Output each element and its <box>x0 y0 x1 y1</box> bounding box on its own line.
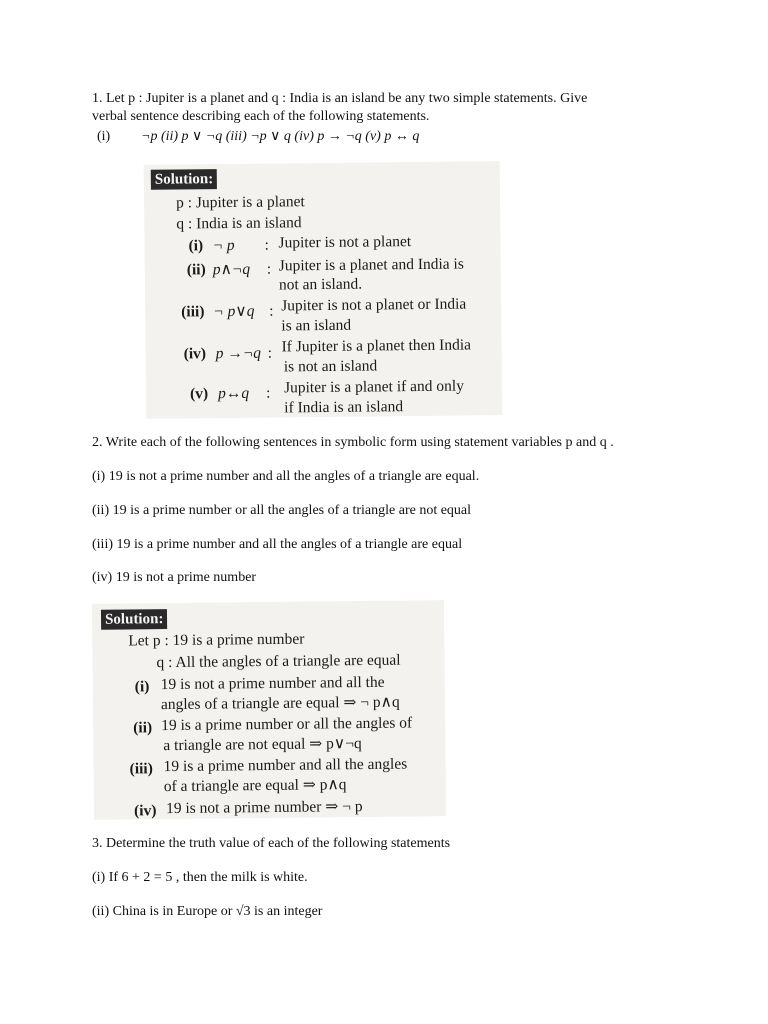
s2-item-line1: 19 is a prime number or all the angles of <box>161 714 413 735</box>
options-expression: ¬p (ii) p ∨ ¬q (iii) ¬p ∨ q (iv) p → ¬q (v) p ↔ q <box>141 129 420 144</box>
solution-1-heading: Solution: <box>151 169 218 190</box>
s2-item-num: (i) <box>134 678 150 696</box>
s2-item-num: (iii) <box>129 760 153 778</box>
s1-item-expr: p↔q <box>217 384 250 403</box>
s2-item-num: (ii) <box>133 719 153 737</box>
option-label: (i) <box>97 129 111 144</box>
s2-item-line1: 19 is not a prime number and all the <box>160 673 385 694</box>
s2-item-line2: angles of a triangle are equal ⇒ ¬ p∧q <box>160 693 400 714</box>
s1-item-line1: Jupiter is not a planet or India <box>281 295 467 315</box>
s1-item-sep: : <box>265 384 271 402</box>
q-definition: q : All the angles of a triangle are equal <box>156 651 401 672</box>
question-3-item: (ii) China is in Europe or √3 is an integer <box>92 904 323 919</box>
s1-item-num: (ii) <box>186 261 206 279</box>
s1-item-num: (i) <box>188 237 204 255</box>
s1-item-num: (iii) <box>181 303 205 321</box>
question-2-item: (ii) 19 is a prime number or all the angles of a triangle are not equal <box>92 503 472 518</box>
question-2-item: (iv) 19 is not a prime number <box>92 570 257 585</box>
s2-item-line2: a triangle are not equal ⇒ p∨¬q <box>163 735 362 755</box>
s1-item-line2: is an island <box>281 316 352 335</box>
solution-2-heading: Solution: <box>101 609 168 630</box>
question-1 <box>92 90 672 126</box>
s2-item-num: (iv) <box>133 802 157 820</box>
s1-item-line2: if India is an island <box>284 398 404 417</box>
s1-item-line1: Jupiter is not a planet <box>278 233 412 252</box>
s1-item-expr: ¬ p <box>212 236 235 255</box>
question-1-options <box>97 128 419 145</box>
s1-item-sep: : <box>269 302 274 320</box>
question-1-line1: 1. Let p : Jupiter is a planet and q : India is an island be any two simple statements. Give <box>92 91 588 106</box>
s1-item-line1: If Jupiter is a planet then India <box>281 336 472 356</box>
solution-2-image <box>92 600 446 820</box>
s2-item-line1: 19 is not a prime number ⇒ ¬ p <box>165 798 363 818</box>
s1-item-expr: p∧¬q <box>212 260 251 279</box>
solution-1-image <box>144 161 503 419</box>
s1-item-sep: : <box>267 344 273 362</box>
s1-item-line1: Jupiter is a planet and India is <box>278 255 464 275</box>
question-2-item: (iii) 19 is a prime number and all the angles of a triangle are equal <box>92 537 463 552</box>
s1-item-line2: is not an island <box>283 357 378 376</box>
s2-item-line1: 19 is a prime number and all the angles <box>163 755 408 776</box>
s1-item-line1: Jupiter is a planet if and only <box>283 377 465 397</box>
q-definition: q : India is an island <box>176 214 302 233</box>
p-definition: Let p : 19 is a prime number <box>128 630 305 650</box>
question-2-title: 2. Write each of the following sentences in symbolic form using statement variables p and q . <box>92 435 614 450</box>
p-definition: p : Jupiter is a planet <box>175 193 305 212</box>
s1-item-num: (iv) <box>183 345 207 363</box>
question-2-item: (i) 19 is not a prime number and all the angles of a triangle are equal. <box>92 469 480 484</box>
question-3-title: 3. Determine the truth value of each of the following statements <box>92 836 451 851</box>
s2-item-line2: of a triangle are equal ⇒ p∧q <box>163 776 347 796</box>
s1-item-num: (v) <box>189 385 209 403</box>
s1-item-sep: : <box>264 236 269 254</box>
s1-item-sep: : <box>266 260 272 278</box>
s1-item-line2: not an island. <box>278 275 363 294</box>
s1-item-expr: p →¬q <box>215 344 262 363</box>
s1-item-expr: ¬ p∨q <box>213 302 255 321</box>
question-1-line2: verbal sentence describing each of the following statements. <box>92 109 430 124</box>
question-3-item: (i) If 6 + 2 = 5 , then the milk is white. <box>92 870 308 885</box>
